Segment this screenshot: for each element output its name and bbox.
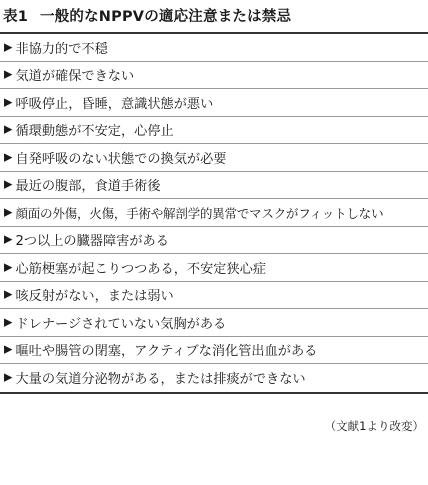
bullet-icon: ▶ xyxy=(4,342,13,356)
source-note: （文献1より改変） xyxy=(324,419,424,433)
table-row xyxy=(0,34,428,62)
table-row xyxy=(0,227,428,255)
table-number: 表1 xyxy=(3,9,28,25)
table-row xyxy=(0,254,428,282)
table-title xyxy=(3,5,291,26)
bullet-icon: ▶ xyxy=(4,122,13,136)
table-row xyxy=(0,337,428,365)
row-text: 咳反射がない，または弱い xyxy=(15,289,174,305)
bullet-icon: ▶ xyxy=(4,40,13,54)
bullet-icon: ▶ xyxy=(4,260,13,274)
table-title-text: 一般的なNPPVの適応注意または禁忌 xyxy=(40,9,292,25)
bullet-icon: ▶ xyxy=(4,95,13,109)
row-text: 顔面の外傷，火傷，手術や解剖学的異常でマスクがフィットしない xyxy=(15,205,384,221)
row-text: 循環動態が不安定，心停止 xyxy=(15,124,174,140)
table-row xyxy=(0,309,428,337)
row-text: 最近の腹部，食道手術後 xyxy=(15,179,161,195)
row-text: 嘔吐や腸管の閉塞，アクティブな消化管出血がある xyxy=(15,344,318,360)
bullet-icon: ▶ xyxy=(4,315,13,329)
table-row xyxy=(0,199,428,227)
table-row xyxy=(0,89,428,117)
table-row xyxy=(0,144,428,172)
row-text: ドレナージされていない気胸がある xyxy=(15,316,227,332)
bullet-icon: ▶ xyxy=(4,205,13,219)
table-row xyxy=(0,117,428,145)
row-text: 自発呼吸のない状態での換気が必要 xyxy=(15,151,227,167)
bullet-icon: ▶ xyxy=(4,150,13,164)
row-text: 気道が確保できない xyxy=(15,69,135,85)
table-row xyxy=(0,364,428,392)
table-row xyxy=(0,62,428,90)
bullet-icon: ▶ xyxy=(4,370,13,384)
bullet-icon: ▶ xyxy=(4,67,13,81)
table-row xyxy=(0,172,428,200)
row-text: 呼吸停止，昏睡，意識状態が悪い xyxy=(15,96,214,112)
table-row xyxy=(0,282,428,310)
row-text: 非協力的で不穏 xyxy=(15,41,108,57)
bullet-icon: ▶ xyxy=(4,177,13,191)
contraindication-table xyxy=(0,32,428,394)
bullet-icon: ▶ xyxy=(4,232,13,246)
row-text: 大量の気道分泌物がある，または排痰ができない xyxy=(15,372,306,388)
row-text: 心筋梗塞が起こりつつある，不安定狭心症 xyxy=(15,261,267,277)
row-text: 2つ以上の臓器障害がある xyxy=(15,234,169,250)
bullet-icon: ▶ xyxy=(4,287,13,301)
